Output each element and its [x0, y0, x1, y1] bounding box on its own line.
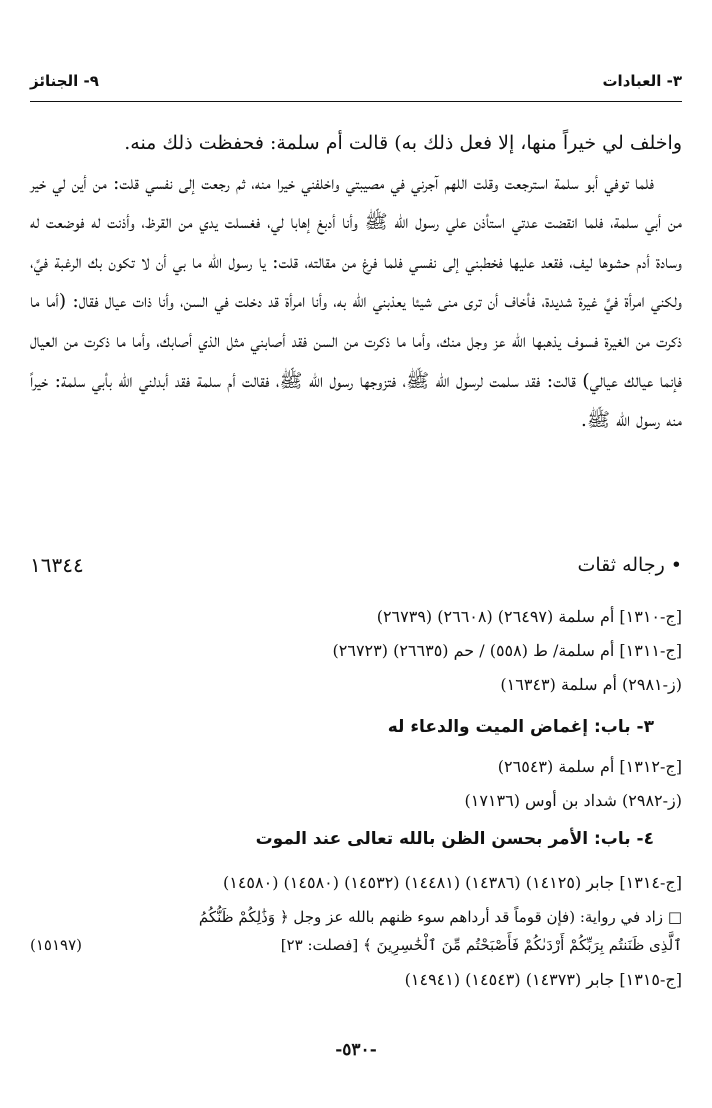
- narrators-grade: • رجاله ثقات: [577, 554, 682, 576]
- paragraph-1: واخلف لي خيراً منها، إلا فعل ذلك به) قالت أم سلمة: فحفظت ذلك منه.: [124, 132, 682, 154]
- reference-line: [ج-١٣١١] أم سلمة/ ط (٥٥٨) / حم (٢٦٦٣٥) (٢٦٧٢٣): [332, 641, 682, 660]
- note-number: (١٥١٩٧): [30, 936, 83, 954]
- section-heading-4: ٤- باب: الأمر بحسن الظن بالله تعالى عند الموت: [255, 829, 654, 849]
- section-heading-3: ٣- باب: إغماض الميت والدعاء له: [387, 717, 654, 737]
- reference-line: [ج-١٣١٢] أم سلمة (٢٦٥٤٣): [497, 757, 682, 776]
- note-line: [30, 931, 682, 959]
- reference-line: [ج-١٣١٤] جابر (١٤١٢٥) (١٤٣٨٦) (١٤٤٨١) (١٤٥٣٢) (١٤٥٨٠) (١٤٥٨٠): [222, 873, 682, 892]
- hadith-text: [30, 124, 682, 441]
- reference-line: [ج-١٣١٠] أم سلمة (٢٦٤٩٧) (٢٦٦٠٨) (٢٦٧٣٩): [376, 607, 682, 626]
- header-divider: [30, 101, 682, 102]
- addition-note: [30, 903, 682, 959]
- running-header: [30, 66, 682, 96]
- reference-line: [ج-١٣١٥] جابر (١٤٣٧٣) (١٤٥٤٣) (١٤٩٤١): [404, 970, 682, 989]
- page-number: -٥٣٠-: [335, 1040, 377, 1060]
- narrators-row: [30, 548, 682, 582]
- paragraph-2: فلما توفي أبو سلمة استرجعت وقلت اللهم آجرني في مصيبتي واخلفني خيرا منه، ثم رجعت إلى نفسي قلت: من أين لي خير من أبي سلمة، فلما انقضت عدتي استأذن علي رسول الله ﷺ وأنا أدبغ إهابا لي، فغسلت يدي من القرظ، وأذنت له فوضعت له وسادة أدم حشوها ليف، فقعد عليها فخطبني إلى نفسي فلما فرغ من مقالته، قلت: يا رسول الله ما بي أن لا تكون بك الرغبة فيَّ، ولكني امرأة فيَّ غيرة شديدة، فأخاف أن ترى منى شيئا يعذبني الله به، وأنا امرأة قد دخلت في السن، وأنا ذات عيال فقال: (أما ما ذكرت من الغيرة فسوف يذهبها الله عز وجل منك، وأما ما ذكرت من السن فقد أصابني مثل الذي أصابك، وأما ما ذكرت من العيال فإنما عيالك عيالي) قالت: فقد سلمت لرسول الله ﷺ، فتزوجها رسول الله ﷺ، فقالت أم سلمة فقد أبدلني الله بأبي سلمة: خيراً منه رسول الله ﷺ.: [30, 171, 682, 432]
- header-book-title: ٣- العبادات: [602, 72, 682, 90]
- hadith-number: ١٦٣٤٤: [30, 553, 84, 577]
- note-line: [30, 903, 682, 931]
- note-text: □ زاد في رواية: (فإن قوماً قد أرداهم سوء ظنهم بالله عز وجل ﴿ وَذَٰلِكُمْ ظَنُّكُمُ: [198, 908, 682, 926]
- reference-line: (ز-٢٩٨٢) شداد بن أوس (١٧١٣٦): [464, 791, 682, 810]
- note-verse: ٱلَّذِى ظَنَنتُم بِرَبِّكُمْ أَرْدَىٰكُمْ فَأَصْبَحْتُم مِّنَ ٱلْخَٰسِرِينَ ﴾ [فصلت: ٢٣]: [280, 936, 682, 954]
- reference-line: (ز-٢٩٨١) أم سلمة (١٦٣٤٣): [500, 675, 682, 694]
- header-chapter-title: ٩- الجنائز: [30, 72, 99, 90]
